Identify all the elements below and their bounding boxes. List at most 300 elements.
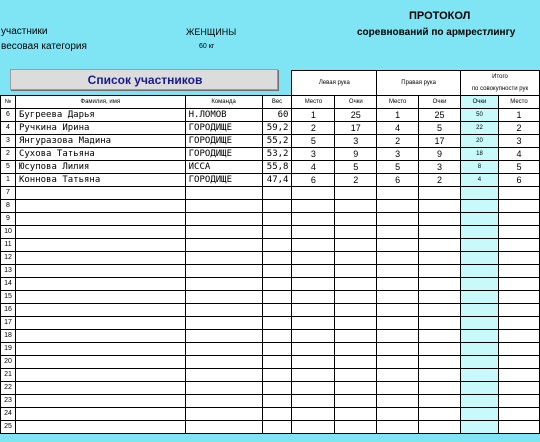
left-points-cell[interactable]	[335, 330, 377, 343]
participant-name[interactable]	[15, 369, 185, 382]
right-place-cell[interactable]	[377, 408, 419, 421]
total-place-cell[interactable]	[498, 317, 539, 330]
weight-cell[interactable]	[262, 187, 292, 200]
right-points-cell[interactable]	[419, 330, 461, 343]
total-place-cell[interactable]: 1	[498, 109, 539, 122]
team-name[interactable]	[185, 408, 262, 421]
participant-name[interactable]: Ручкина Ирина	[15, 122, 185, 135]
right-place-cell[interactable]	[377, 291, 419, 304]
team-name[interactable]: ГОРОДИЩЕ	[185, 148, 262, 161]
col-total-place-header: Место	[498, 96, 539, 109]
left-place-cell[interactable]	[292, 239, 335, 252]
participant-name[interactable]	[15, 187, 185, 200]
total-header	[461, 71, 540, 96]
protocol-title: ПРОТОКОЛ	[409, 10, 471, 22]
total-points-cell[interactable]	[461, 408, 499, 421]
row-number[interactable]: 8	[1, 200, 16, 213]
total-points-cell[interactable]	[461, 239, 499, 252]
participant-name[interactable]: Юсупова Лилия	[15, 161, 185, 174]
left-points-cell[interactable]	[335, 304, 377, 317]
participant-name[interactable]	[15, 408, 185, 421]
table-row	[1, 408, 540, 421]
right-points-cell[interactable]	[419, 265, 461, 278]
row-number[interactable]: 12	[1, 252, 16, 265]
right-points-cell[interactable]	[419, 200, 461, 213]
left-place-cell[interactable]	[292, 291, 335, 304]
total-points-cell[interactable]	[461, 356, 499, 369]
right-place-cell[interactable]	[377, 382, 419, 395]
col-num-header: №	[1, 96, 16, 109]
weight-cell[interactable]	[262, 343, 292, 356]
participant-name[interactable]	[15, 226, 185, 239]
weight-cell[interactable]	[262, 304, 292, 317]
row-number[interactable]: 16	[1, 304, 16, 317]
total-place-cell[interactable]	[498, 369, 539, 382]
weight-cell[interactable]: 55,2	[262, 135, 292, 148]
left-points-cell[interactable]	[335, 408, 377, 421]
team-name[interactable]	[185, 304, 262, 317]
row-number[interactable]: 4	[1, 122, 16, 135]
right-place-cell[interactable]	[377, 330, 419, 343]
right-place-cell[interactable]: 4	[377, 122, 419, 135]
total-place-cell[interactable]: 6	[498, 174, 539, 187]
participant-name[interactable]	[15, 239, 185, 252]
right-place-cell[interactable]	[377, 187, 419, 200]
team-name[interactable]	[185, 200, 262, 213]
right-points-cell[interactable]	[419, 356, 461, 369]
right-place-cell[interactable]	[377, 421, 419, 434]
total-points-cell[interactable]: 22	[461, 122, 499, 135]
left-points-cell[interactable]	[335, 317, 377, 330]
left-points-cell[interactable]	[335, 356, 377, 369]
team-name[interactable]	[185, 421, 262, 434]
team-name[interactable]	[185, 239, 262, 252]
weight-cell[interactable]	[262, 330, 292, 343]
col-weight-header: Вес	[262, 96, 292, 109]
left-points-cell[interactable]	[335, 382, 377, 395]
col-left-points-header: Очки	[335, 96, 377, 109]
left-points-cell[interactable]: 9	[335, 148, 377, 161]
weight-cell[interactable]	[262, 356, 292, 369]
total-points-cell[interactable]: 4	[461, 174, 499, 187]
team-name[interactable]	[185, 317, 262, 330]
weight-cell[interactable]	[262, 369, 292, 382]
right-points-cell[interactable]: 9	[419, 148, 461, 161]
team-name[interactable]	[185, 187, 262, 200]
left-place-cell[interactable]	[292, 200, 335, 213]
weight-cell[interactable]	[262, 278, 292, 291]
right-place-cell[interactable]	[377, 200, 419, 213]
row-number[interactable]: 15	[1, 291, 16, 304]
row-number[interactable]: 19	[1, 343, 16, 356]
right-points-cell[interactable]	[419, 382, 461, 395]
participant-name[interactable]	[15, 317, 185, 330]
total-place-cell[interactable]	[498, 226, 539, 239]
table-row	[1, 174, 540, 187]
right-place-cell[interactable]: 2	[377, 135, 419, 148]
left-points-cell[interactable]	[335, 213, 377, 226]
right-points-cell[interactable]: 3	[419, 161, 461, 174]
table-row	[1, 187, 540, 200]
participant-name[interactable]	[15, 395, 185, 408]
right-place-cell[interactable]: 1	[377, 109, 419, 122]
team-name[interactable]: ГОРОДИЩЕ	[185, 174, 262, 187]
row-number[interactable]: 1	[1, 174, 16, 187]
participant-name[interactable]	[15, 343, 185, 356]
right-place-cell[interactable]	[377, 343, 419, 356]
total-points-cell[interactable]	[461, 291, 499, 304]
right-points-cell[interactable]: 17	[419, 135, 461, 148]
results-table	[0, 70, 540, 434]
table-row	[1, 395, 540, 408]
row-number[interactable]: 3	[1, 135, 16, 148]
left-place-cell[interactable]	[292, 187, 335, 200]
table-row	[1, 239, 540, 252]
participant-name[interactable]	[15, 252, 185, 265]
right-points-cell[interactable]	[419, 239, 461, 252]
row-number[interactable]: 20	[1, 356, 16, 369]
left-place-cell[interactable]	[292, 356, 335, 369]
team-name[interactable]	[185, 382, 262, 395]
total-place-cell[interactable]	[498, 252, 539, 265]
right-hand-header: Правая рука	[377, 71, 461, 96]
team-name[interactable]	[185, 278, 262, 291]
row-number[interactable]: 22	[1, 382, 16, 395]
left-points-cell[interactable]	[335, 187, 377, 200]
row-number[interactable]: 7	[1, 187, 16, 200]
left-place-cell[interactable]	[292, 408, 335, 421]
col-team-header: Команда	[185, 96, 262, 109]
right-points-cell[interactable]	[419, 408, 461, 421]
right-place-cell[interactable]	[377, 304, 419, 317]
participant-name[interactable]	[15, 421, 185, 434]
competition-title: соревнований по армрестлингу	[357, 27, 516, 38]
left-place-cell[interactable]	[292, 395, 335, 408]
participant-name[interactable]	[15, 330, 185, 343]
table-row	[1, 278, 540, 291]
row-number[interactable]: 14	[1, 278, 16, 291]
left-place-cell[interactable]	[292, 213, 335, 226]
team-name[interactable]: Н.ЛОМОВ	[185, 109, 262, 122]
right-place-cell[interactable]: 5	[377, 161, 419, 174]
table-row	[1, 343, 540, 356]
weight-cell[interactable]	[262, 317, 292, 330]
right-points-cell[interactable]	[419, 278, 461, 291]
right-place-cell[interactable]	[377, 356, 419, 369]
left-points-cell[interactable]: 25	[335, 109, 377, 122]
right-points-cell[interactable]	[419, 226, 461, 239]
team-name[interactable]	[185, 252, 262, 265]
right-points-cell[interactable]: 25	[419, 109, 461, 122]
total-place-cell[interactable]: 3	[498, 135, 539, 148]
total-place-cell[interactable]	[498, 343, 539, 356]
right-place-cell[interactable]	[377, 252, 419, 265]
right-points-cell[interactable]	[419, 369, 461, 382]
participants-label: участники	[1, 26, 48, 37]
table-row	[1, 265, 540, 278]
table-row	[1, 213, 540, 226]
table-row	[1, 252, 540, 265]
right-place-cell[interactable]	[377, 317, 419, 330]
left-place-cell[interactable]	[292, 330, 335, 343]
col-right-place-header: Место	[377, 96, 419, 109]
total-points-cell[interactable]	[461, 395, 499, 408]
total-points-cell[interactable]: 8	[461, 161, 499, 174]
left-place-cell[interactable]	[292, 304, 335, 317]
table-row	[1, 356, 540, 369]
row-number[interactable]: 24	[1, 408, 16, 421]
total-place-cell[interactable]: 4	[498, 148, 539, 161]
right-points-cell[interactable]	[419, 317, 461, 330]
team-name[interactable]	[185, 213, 262, 226]
total-points-cell[interactable]	[461, 304, 499, 317]
weight-cell[interactable]	[262, 226, 292, 239]
total-place-cell[interactable]	[498, 239, 539, 252]
table-row	[1, 122, 540, 135]
total-points-cell[interactable]	[461, 382, 499, 395]
table-row	[1, 421, 540, 434]
left-points-cell[interactable]	[335, 252, 377, 265]
weight-cell[interactable]	[262, 265, 292, 278]
left-points-cell[interactable]	[335, 369, 377, 382]
participant-name[interactable]	[15, 278, 185, 291]
total-points-cell[interactable]	[461, 278, 499, 291]
left-place-cell[interactable]	[292, 382, 335, 395]
total-points-cell[interactable]	[461, 369, 499, 382]
right-points-cell[interactable]: 2	[419, 174, 461, 187]
participant-name[interactable]	[15, 382, 185, 395]
left-points-cell[interactable]: 2	[335, 174, 377, 187]
right-points-cell[interactable]	[419, 187, 461, 200]
right-points-cell[interactable]	[419, 304, 461, 317]
right-place-cell[interactable]: 6	[377, 174, 419, 187]
row-number[interactable]: 2	[1, 148, 16, 161]
total-points-cell[interactable]	[461, 226, 499, 239]
left-place-cell[interactable]	[292, 226, 335, 239]
left-points-cell[interactable]	[335, 421, 377, 434]
total-points-cell[interactable]	[461, 187, 499, 200]
left-place-cell[interactable]	[292, 265, 335, 278]
total-points-cell[interactable]	[461, 200, 499, 213]
total-place-cell[interactable]: 5	[498, 161, 539, 174]
left-place-cell[interactable]: 2	[292, 122, 335, 135]
left-hand-header: Левая рука	[292, 71, 377, 96]
team-name[interactable]	[185, 330, 262, 343]
total-place-cell[interactable]	[498, 187, 539, 200]
total-place-cell[interactable]	[498, 291, 539, 304]
total-points-cell[interactable]: 50	[461, 109, 499, 122]
right-points-cell[interactable]	[419, 421, 461, 434]
left-place-cell[interactable]: 3	[292, 148, 335, 161]
team-name[interactable]: ИССА	[185, 161, 262, 174]
table-row	[1, 330, 540, 343]
participant-name[interactable]	[15, 356, 185, 369]
left-points-cell[interactable]	[335, 278, 377, 291]
left-place-cell[interactable]: 4	[292, 161, 335, 174]
weight-cell[interactable]: 60	[262, 109, 292, 122]
total-points-cell[interactable]: 18	[461, 148, 499, 161]
left-points-cell[interactable]	[335, 239, 377, 252]
total-points-cell[interactable]	[461, 213, 499, 226]
total-place-cell[interactable]	[498, 356, 539, 369]
weight-cell[interactable]	[262, 213, 292, 226]
gender-label: ЖЕНЩИНЫ	[186, 27, 237, 37]
left-place-cell[interactable]: 6	[292, 174, 335, 187]
total-place-cell[interactable]	[498, 330, 539, 343]
left-place-cell[interactable]	[292, 252, 335, 265]
team-name[interactable]: ГОРОДИЩЕ	[185, 122, 262, 135]
total-points-cell[interactable]	[461, 265, 499, 278]
column-header-row	[1, 96, 540, 109]
weight-cell[interactable]	[262, 291, 292, 304]
weight-cell[interactable]	[262, 408, 292, 421]
left-place-cell[interactable]	[292, 421, 335, 434]
table-row	[1, 200, 540, 213]
total-place-cell[interactable]	[498, 213, 539, 226]
col-total-points-header: Очки	[461, 96, 499, 109]
right-place-cell[interactable]	[377, 239, 419, 252]
left-points-cell[interactable]	[335, 395, 377, 408]
weight-cell[interactable]	[262, 239, 292, 252]
team-name[interactable]	[185, 369, 262, 382]
total-points-cell[interactable]	[461, 343, 499, 356]
weight-cell[interactable]: 55,8	[262, 161, 292, 174]
left-place-cell[interactable]	[292, 369, 335, 382]
total-place-cell[interactable]	[498, 395, 539, 408]
right-points-cell[interactable]	[419, 291, 461, 304]
total-points-cell[interactable]: 20	[461, 135, 499, 148]
left-place-cell[interactable]: 5	[292, 135, 335, 148]
total-points-cell[interactable]	[461, 330, 499, 343]
weight-cell[interactable]	[262, 382, 292, 395]
right-points-cell[interactable]	[419, 252, 461, 265]
team-name[interactable]	[185, 356, 262, 369]
row-number[interactable]: 10	[1, 226, 16, 239]
left-place-cell[interactable]	[292, 278, 335, 291]
participant-name[interactable]	[15, 265, 185, 278]
weight-cell[interactable]	[262, 200, 292, 213]
right-place-cell[interactable]	[377, 395, 419, 408]
col-right-points-header: Очки	[419, 96, 461, 109]
left-place-cell[interactable]	[292, 317, 335, 330]
team-name[interactable]	[185, 395, 262, 408]
row-number[interactable]: 25	[1, 421, 16, 434]
participant-name[interactable]	[15, 213, 185, 226]
right-place-cell[interactable]	[377, 265, 419, 278]
total-points-cell[interactable]	[461, 252, 499, 265]
table-row	[1, 304, 540, 317]
team-name[interactable]	[185, 343, 262, 356]
participant-name[interactable]	[15, 304, 185, 317]
right-points-cell[interactable]	[419, 213, 461, 226]
col-name-header: Фамилия, имя	[15, 96, 185, 109]
weight-cell[interactable]	[262, 395, 292, 408]
total-points-cell[interactable]	[461, 421, 499, 434]
participant-name[interactable]: Коннова Татьяна	[15, 174, 185, 187]
total-points-cell[interactable]	[461, 317, 499, 330]
right-place-cell[interactable]	[377, 369, 419, 382]
row-number[interactable]: 18	[1, 330, 16, 343]
team-name[interactable]	[185, 226, 262, 239]
left-points-cell[interactable]	[335, 265, 377, 278]
total-place-cell[interactable]	[498, 265, 539, 278]
left-points-cell[interactable]	[335, 200, 377, 213]
right-points-cell[interactable]: 5	[419, 122, 461, 135]
table-row	[1, 161, 540, 174]
row-number[interactable]: 23	[1, 395, 16, 408]
table-row	[1, 382, 540, 395]
left-points-cell[interactable]: 17	[335, 122, 377, 135]
left-place-cell[interactable]	[292, 343, 335, 356]
table-row	[1, 369, 540, 382]
left-points-cell[interactable]	[335, 291, 377, 304]
total-place-cell[interactable]: 2	[498, 122, 539, 135]
row-number[interactable]: 17	[1, 317, 16, 330]
weight-cell[interactable]: 53,2	[262, 148, 292, 161]
left-points-cell[interactable]	[335, 343, 377, 356]
col-left-place-header: Место	[292, 96, 335, 109]
right-place-cell[interactable]	[377, 226, 419, 239]
table-row	[1, 317, 540, 330]
weight-cell[interactable]: 47,4	[262, 174, 292, 187]
table-row	[1, 226, 540, 239]
left-points-cell[interactable]: 3	[335, 135, 377, 148]
total-header-title: Итого	[492, 74, 508, 80]
participant-name[interactable]	[15, 291, 185, 304]
weight-cell[interactable]	[262, 252, 292, 265]
row-number[interactable]: 11	[1, 239, 16, 252]
total-place-cell[interactable]	[498, 421, 539, 434]
row-number[interactable]: 6	[1, 109, 16, 122]
total-place-cell[interactable]	[498, 382, 539, 395]
row-number[interactable]: 13	[1, 265, 16, 278]
total-place-cell[interactable]	[498, 304, 539, 317]
right-place-cell[interactable]: 3	[377, 148, 419, 161]
total-place-cell[interactable]	[498, 278, 539, 291]
right-points-cell[interactable]	[419, 395, 461, 408]
weight-category-label: весовая категория	[1, 41, 87, 52]
results-table-body	[1, 71, 540, 434]
total-place-cell[interactable]	[498, 200, 539, 213]
total-header-sub: по совокупности рук	[471, 86, 529, 92]
participant-name[interactable]: Бугреева Дарья	[15, 109, 185, 122]
right-place-cell[interactable]	[377, 213, 419, 226]
right-place-cell[interactable]	[377, 278, 419, 291]
left-points-cell[interactable]	[335, 226, 377, 239]
team-name[interactable]	[185, 291, 262, 304]
row-number[interactable]: 9	[1, 213, 16, 226]
table-row	[1, 135, 540, 148]
table-row	[1, 291, 540, 304]
participants-list-button[interactable]: Список участников	[10, 69, 278, 90]
row-number[interactable]: 5	[1, 161, 16, 174]
table-row	[1, 148, 540, 161]
team-name[interactable]	[185, 265, 262, 278]
total-place-cell[interactable]	[498, 408, 539, 421]
right-points-cell[interactable]	[419, 343, 461, 356]
left-points-cell[interactable]: 5	[335, 161, 377, 174]
row-number[interactable]: 21	[1, 369, 16, 382]
participant-name[interactable]: Сухова Татьяна	[15, 148, 185, 161]
left-place-cell[interactable]: 1	[292, 109, 335, 122]
table-row	[1, 109, 540, 122]
participant-name[interactable]: Янгуразова Мадина	[15, 135, 185, 148]
participant-name[interactable]	[15, 200, 185, 213]
weight-value: 60 кг	[199, 43, 215, 50]
weight-cell[interactable]: 59,2	[262, 122, 292, 135]
team-name[interactable]: ГОРОДИЩЕ	[185, 135, 262, 148]
weight-cell[interactable]	[262, 421, 292, 434]
